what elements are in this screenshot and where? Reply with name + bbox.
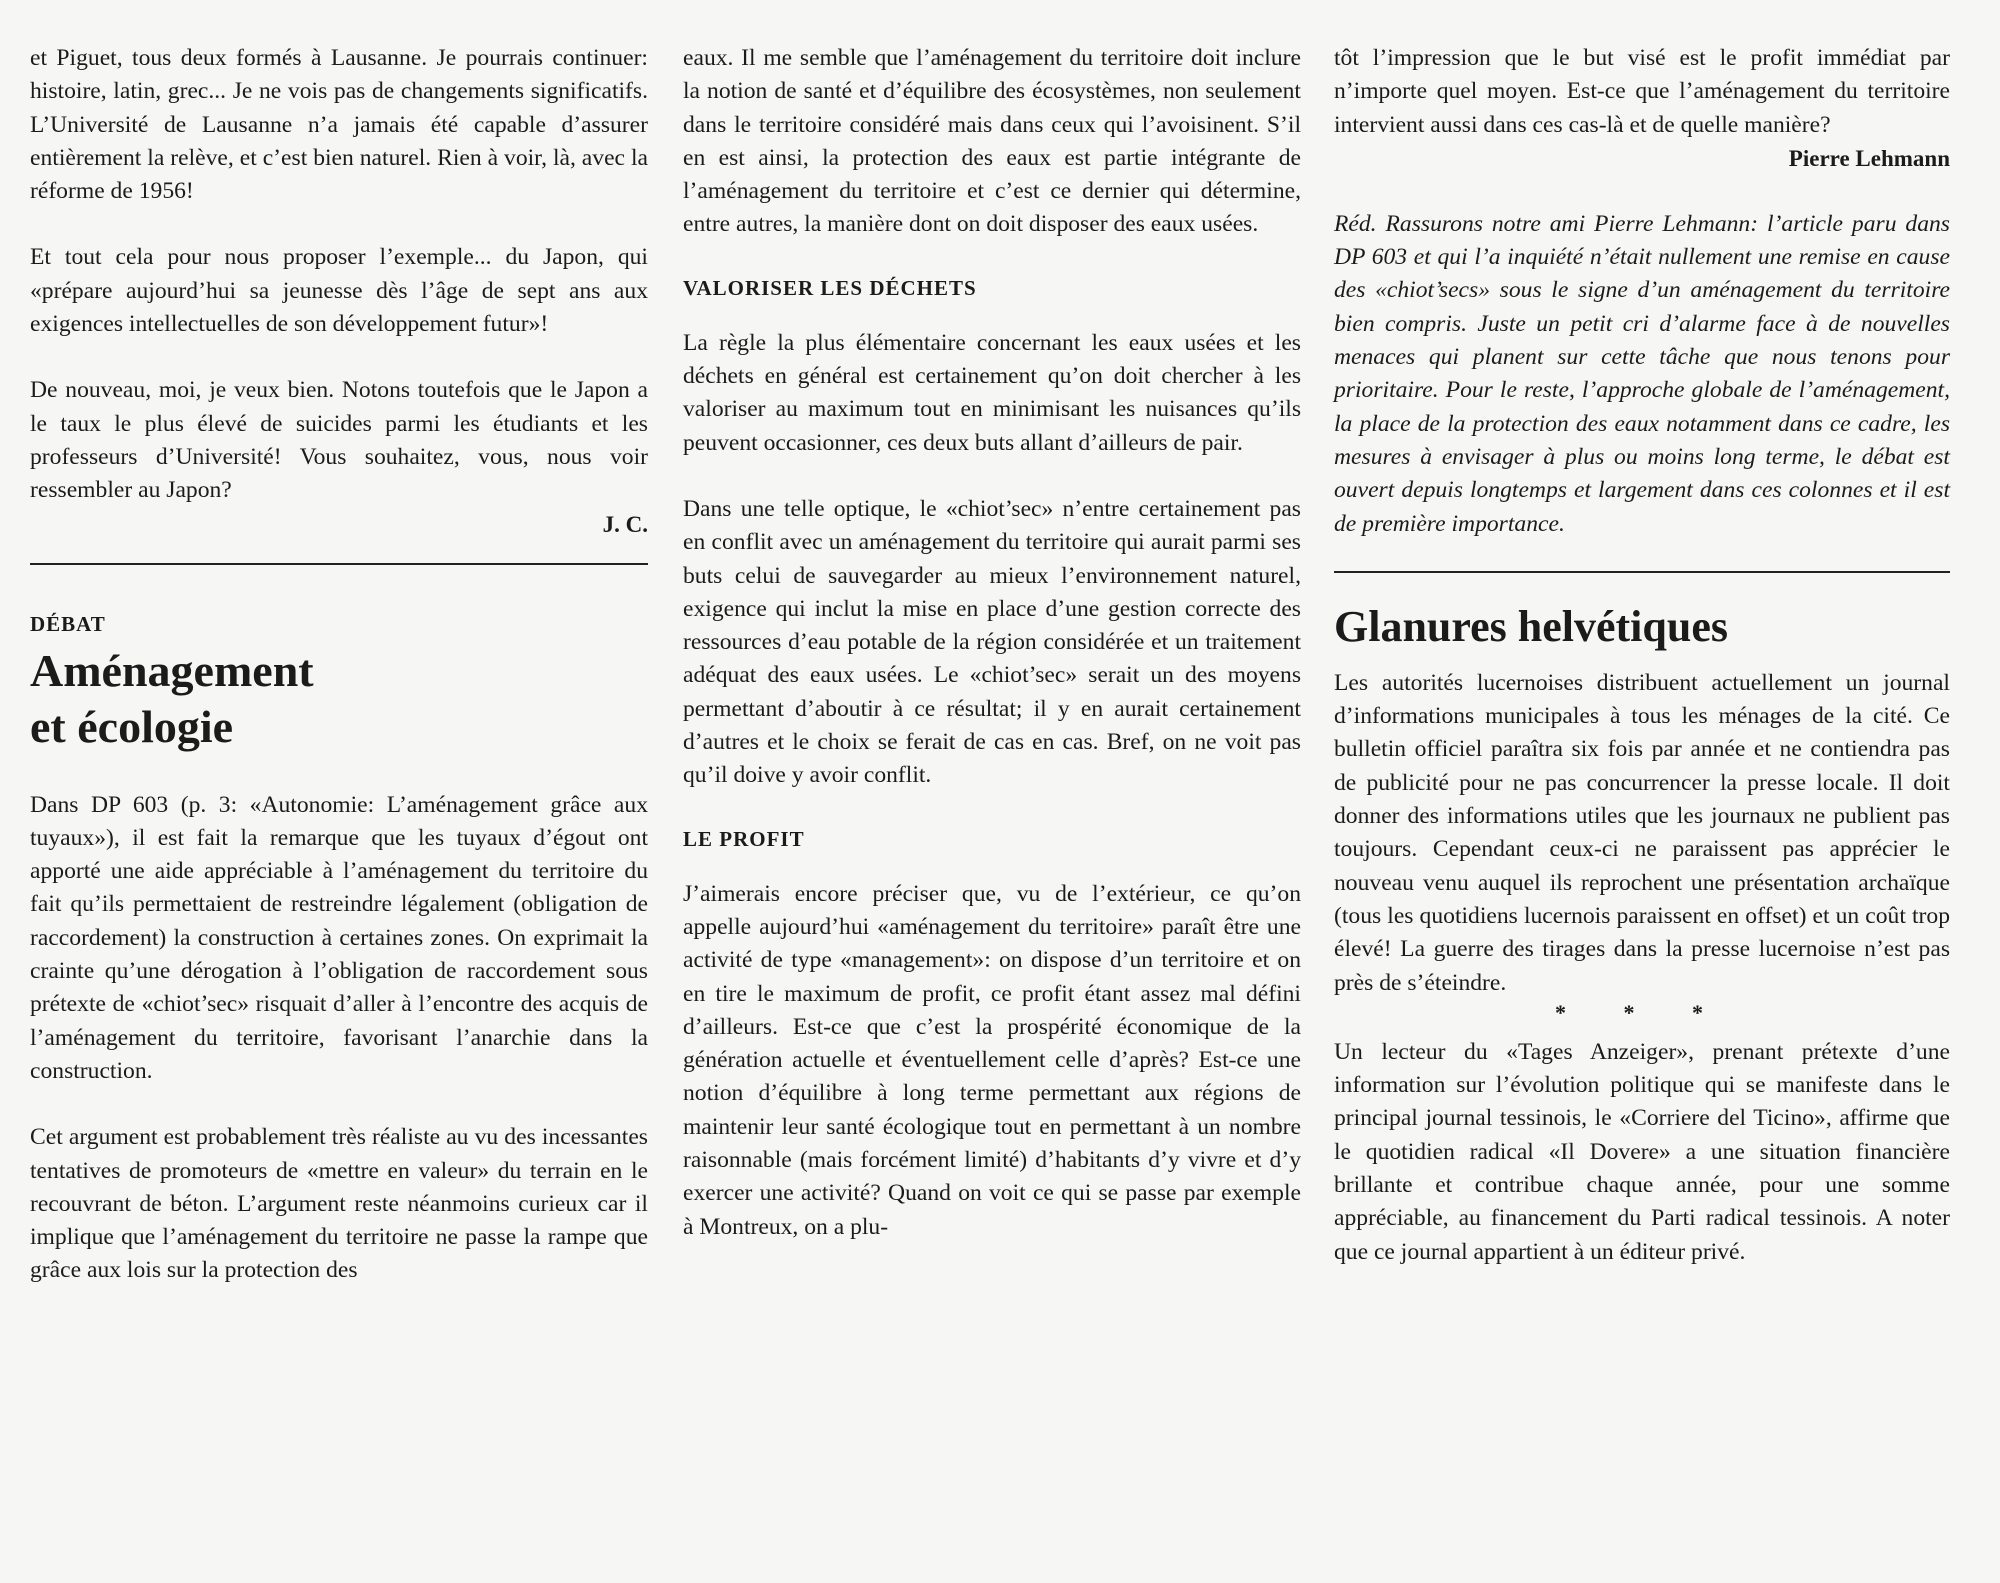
paragraph: J’aimerais encore préciser que, vu de l’extérieur, ce qu’on appelle aujourd’hui «aménagement du territoire» paraît être une activité de type «management»: on dispose d’un territoire et on en tire le maximum de profit, ce profit étant assez mal défini d’ailleurs. Est-ce que c’est la prospérité économique de la génération actuelle et éventuellement celle d’après? Est-ce une notion d’équilibre à long terme permettant aux régions de maintenir leur santé écologique tout en permettant à un nombre raisonnable (mais forcément limité) d’habitants d’y vivre et d’y exercer une activité? Quand on voit ce qui se passe par exemple à Montreux, on a plu- bbox=[683, 880, 1301, 1240]
paragraph: Les autorités lucernoises distribuent actuellement un journal d’informations municipales à tous les ménages de la cité. Ce bulletin officiel paraîtra six fois par année et ne contiendra pas de publicité pour ne pas concurrencer la presse locale. Il doit donner des informations utiles que les journaux ne publient pas toujours. Cependant ceux-ci ne paraissent pas apprécier le nouveau venu auquel ils reprochent une présentation archaïque (tous les quotidiens lucernois paraissent en offset) et un coût trop élevé! La guerre des tirages dans la presse lucernoise n’est pas près de s’éteindre. bbox=[1334, 669, 1950, 996]
section-divider bbox=[30, 563, 648, 565]
article-title bbox=[30, 643, 648, 755]
column-1 bbox=[30, 42, 648, 1288]
paragraph: Et tout cela pour nous proposer l’exemple... du Japon, qui «prépare aujourd’hui sa jeunesse dès l’âge de sept ans aux exigences intellectuelles de son développement futur»! bbox=[30, 244, 648, 338]
title-line-2: et écologie bbox=[30, 700, 234, 752]
paragraph: Un lecteur du «Tages Anzeiger», prenant prétexte d’une information sur l’évolution politique qui se manifeste dans le principal journal tessinois, le «Corriere del Ticino», affirme que le quotidien radical «Il Dovere» a une situation financière brillante et contribue chaque année, pour une somme appréciable, au financement du Parti radical tessinois. A noter que ce journal appartient à un éditeur privé. bbox=[1334, 1038, 1950, 1265]
paragraph: Cet argument est probablement très réaliste au vu des incessantes tentatives de promoteurs de «mettre en valeur» du terrain en le recouvrant de béton. L’argument reste néanmoins curieux car il implique que l’aménagement du territoire ne passe la rampe que grâce aux lois sur la protection des bbox=[30, 1124, 648, 1284]
paragraph: et Piguet, tous deux formés à Lausanne. Je pourrais continuer: histoire, latin, grec... Je ne vois pas de changements significatifs. L’Université de Lausanne n’a jamais été capable d’assurer entièrement la relève, et c’est bien naturel. Rien à voir, là, avec la réforme de 1956! bbox=[30, 45, 648, 205]
paragraph: Réd. Rassurons notre ami Pierre Lehmann: l’article paru dans DP 603 et qui l’a inquiété n’était nullement une remise en cause des «chiot’secs» sous le signe d’un aménagement du territoire bien compris. Juste un petit cri d’alarme face à de nouvelles menaces qui planent sur cette tâche que nous tenons pour prioritaire. Pour le reste, l’approche globale de l’aménagement, la place de la protection des eaux notamment dans ce cadre, les mesures à envisager à plus ou moins long terme, le débat est ouvert depuis longtemps et largement dans ces colonnes et il est de première importance. bbox=[1334, 210, 1950, 537]
column-3 bbox=[1334, 42, 1950, 1269]
separator-stars: * * * bbox=[1555, 999, 1729, 1025]
section-title: Glanures helvétiques bbox=[1334, 601, 1729, 651]
paragraph: Dans DP 603 (p. 3: «Autonomie: L’aménagement grâce aux tuyaux»), il est fait la remarque que les tuyaux d’égout ont apporté une aide appréciable à l’aménagement du territoire du fait qu’ils permettaient de restreindre légalement (obligation de raccordement) la construction à certaines zones. On exprimait la crainte qu’une dérogation à l’obligation de raccordement sous prétexte de «chiot’sec» risquait d’aller à l’encontre des acquis de l’aménagement du territoire, favorisant l’anarchie dans la construction. bbox=[30, 791, 648, 1084]
paragraph: De nouveau, moi, je veux bien. Notons toutefois que le Japon a le taux le plus élevé de suicides parmi les étudiants et les professeurs d’Université! Vous souhaitez, vous, nous voir ressembler au Japon? bbox=[30, 377, 648, 504]
editor-note bbox=[1334, 208, 1950, 541]
author-signature: Pierre Lehmann bbox=[1788, 145, 1950, 171]
paragraph: tôt l’impression que le but visé est le profit immédiat par n’importe quel moyen. Est-ce que l’aménagement du territoire intervient aussi dans ces cas-là et de quelle manière? bbox=[1334, 45, 1950, 138]
section-kicker: DÉBAT bbox=[30, 611, 106, 636]
column-2 bbox=[683, 42, 1301, 1244]
paragraph: Dans une telle optique, le «chiot’sec» n’entre certainement pas en conflit avec un aménagement du territoire qui aurait parmi ses buts celui de sauvegarder au mieux l’environnement naturel, exigence qui inclut la mise en place d’une gestion correcte des ressources d’eau potable de la région considérée et un traitement adéquat des eaux usées. Le «chiot’sec» serait un des moyens permettant d’aboutir à ce résultat; il y en aurait certainement d’autres et le choix se ferait de cas en cas. Bref, on ne voit pas qu’il doive y avoir conflit. bbox=[683, 495, 1301, 789]
subheading: VALORISER LES DÉCHETS bbox=[683, 275, 977, 300]
paragraph: La règle la plus élémentaire concernant les eaux usées et les déchets en général est certainement qu’on doit chercher à les valoriser au maximum tout en minimisant les nuisances qu’ils peuvent occasionner, ces deux buts allant d’ailleurs de pair. bbox=[683, 329, 1301, 456]
author-signature: J. C. bbox=[602, 511, 648, 537]
section-divider bbox=[1334, 571, 1950, 573]
subheading: LE PROFIT bbox=[683, 826, 805, 851]
title-line-1: Aménagement bbox=[30, 644, 314, 696]
paragraph: eaux. Il me semble que l’aménagement du territoire doit inclure la notion de santé et d’équilibre des écosystèmes, non seulement dans le territoire considéré mais dans ceux qui l’avoisinent. S’il en est ainsi, la protection des eaux est partie intégrante de l’aménagement du territoire et c’est ce dernier qui détermine, entre autres, la manière dont on doit disposer des eaux usées. bbox=[683, 45, 1301, 238]
